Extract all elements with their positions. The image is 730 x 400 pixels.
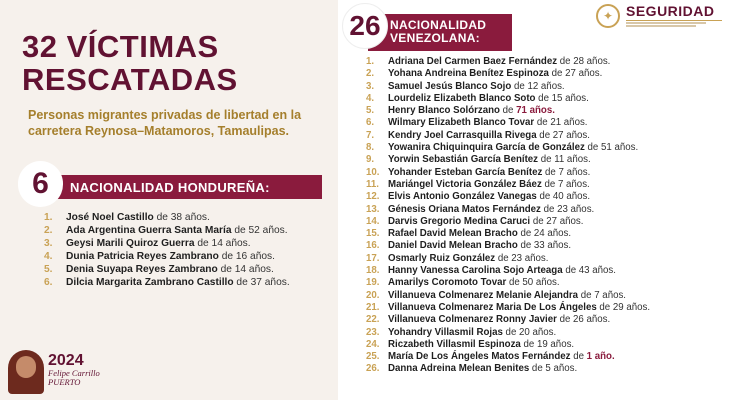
victim-age-prefix: de — [570, 351, 587, 363]
item-number: 19. — [366, 277, 380, 289]
victim-age: de 28 años. — [557, 56, 611, 67]
victim-name: Yowanira Chiquinquira García de González — [388, 142, 585, 154]
honduras-band — [40, 175, 322, 199]
victim-age: de 21 años. — [534, 117, 588, 129]
victim-age: de 40 años. — [536, 191, 591, 203]
item-number: 21. — [366, 301, 380, 313]
list-item — [366, 93, 728, 105]
victim-age: de 51 años. — [584, 142, 639, 154]
item-number: 9. — [366, 154, 375, 166]
victim-age: de 24 años. — [517, 228, 572, 240]
item-number: 23. — [366, 326, 380, 338]
item-number: 10. — [366, 166, 380, 178]
agency-subtext-bar — [626, 25, 696, 27]
list-item — [366, 56, 728, 68]
victim-age: de 33 años. — [517, 240, 572, 252]
item-number: 5. — [44, 263, 53, 275]
victim-name: Osmarly Ruiz González — [388, 252, 496, 264]
year-logo-name — [48, 369, 100, 387]
item-number: 16. — [366, 240, 380, 252]
agency-subtext-bar — [626, 22, 706, 24]
item-number: 5. — [366, 105, 375, 117]
victim-name: Daniel David Melean Bracho — [388, 240, 518, 252]
victim-name: Villanueva Colmenarez Melanie Alejandra — [388, 289, 579, 301]
victim-name: Génesis Oriana Matos Fernández — [388, 203, 541, 215]
year-logo-name-1: Felipe Carrillo — [48, 368, 100, 378]
venezuela-band — [368, 14, 512, 51]
venezuela-label-1: NACIONALIDAD — [390, 18, 487, 32]
list-item — [44, 277, 344, 290]
item-number: 6. — [366, 117, 375, 129]
victim-name: Hanny Vanessa Carolina Sojo Arteaga — [388, 265, 563, 277]
list-item — [366, 228, 728, 240]
victim-name: Kendry Joel Carrasquilla Rivega — [388, 129, 537, 141]
victim-age: de 23 años. — [540, 203, 595, 215]
list-item — [366, 253, 728, 265]
victim-name: Dunia Patricia Reyes Zambrano — [66, 250, 219, 262]
item-number: 24. — [366, 338, 380, 350]
list-item — [366, 105, 728, 117]
victim-name: Villanueva Colmenarez Ronny Javier — [388, 314, 557, 326]
item-number: 15. — [366, 228, 380, 240]
victim-name: Riczabeth Villasmil Espinoza — [388, 338, 521, 350]
victim-age: de 7 años. — [542, 166, 591, 178]
item-number: 17. — [366, 252, 380, 264]
victim-age: de 7 años. — [541, 178, 590, 190]
victim-name: Amarilys Coromoto Tovar — [388, 277, 507, 289]
victim-age: de 5 años. — [529, 363, 578, 375]
victim-age: de 12 años. — [511, 80, 565, 92]
list-item — [366, 154, 728, 166]
list-item — [366, 290, 728, 302]
item-number: 4. — [44, 250, 53, 262]
item-number: 1. — [366, 56, 375, 67]
portrait-face — [16, 356, 36, 378]
victim-name: Wilmary Elizabeth Blanco Tovar — [388, 117, 535, 129]
list-item — [44, 212, 344, 225]
item-number: 14. — [366, 215, 380, 227]
victim-name: Ada Argentina Guerra Santa María — [66, 224, 232, 236]
year-logo: 2024 — [48, 352, 84, 369]
victim-name: Samuel Jesús Blanco Sojo — [388, 80, 512, 92]
honduras-count: 6 — [18, 161, 63, 207]
list-item — [366, 363, 728, 375]
item-number: 25. — [366, 351, 380, 363]
victim-name: Dilcia Margarita Zambrano Castillo — [66, 276, 234, 288]
victim-age: de 52 años. — [231, 224, 288, 236]
victim-name: Elvis Antonio González Vanegas — [388, 191, 537, 203]
eagle-emblem-icon: ✦ — [596, 4, 620, 28]
victim-age: de 27 años. — [530, 215, 584, 227]
title-line-1: 32 VÍCTIMAS — [22, 29, 219, 64]
venezuela-count: 26 — [342, 3, 388, 49]
victim-name: Yohana Andreina Benítez Espinoza — [388, 68, 549, 80]
victim-age: de 50 años. — [506, 277, 560, 289]
victim-age: de 14 años. — [194, 237, 251, 249]
victim-name: Danna Adreina Melean Benites — [388, 363, 530, 375]
list-item — [44, 225, 344, 238]
list-item — [366, 277, 728, 289]
item-number: 11. — [366, 178, 379, 190]
victim-name: Adriana Del Carmen Baez Fernández — [388, 56, 558, 67]
item-number: 1. — [44, 212, 53, 223]
victim-name: Villanueva Colmenarez Maria De Los Ángeles — [388, 301, 597, 313]
victim-age-highlight: 71 años. — [516, 105, 555, 117]
item-number: 6. — [44, 276, 53, 288]
list-item — [366, 191, 728, 203]
victim-age-prefix: de — [499, 105, 517, 117]
list-item — [44, 251, 344, 264]
victim-name: Geysi Marili Quiroz Guerra — [66, 237, 195, 249]
victim-age: de 11 años. — [538, 154, 591, 166]
list-item — [366, 167, 728, 179]
item-number: 2. — [44, 224, 53, 236]
list-item — [366, 314, 728, 326]
item-number: 18. — [366, 265, 380, 277]
victim-age: de 37 años. — [233, 276, 290, 288]
victim-age: de 19 años. — [520, 338, 575, 350]
victim-age-highlight: 1 año. — [586, 351, 615, 363]
page-subtitle: Personas migrantes privadas de libertad en la carretera Reynosa–Matamoros, Tamaulipas. — [28, 108, 302, 138]
victim-age: de 7 años. — [578, 289, 626, 301]
item-number: 2. — [366, 68, 375, 80]
agency-name: SEGURIDAD — [626, 3, 715, 19]
list-item — [366, 240, 728, 252]
victim-name: Yohander Esteban García Benítez — [388, 166, 543, 178]
list-item — [366, 130, 728, 142]
list-item — [366, 216, 728, 228]
victim-age: de 43 años. — [562, 265, 616, 277]
list-item — [366, 265, 728, 277]
victim-age: de 27 años. — [536, 129, 590, 141]
list-item — [366, 81, 728, 93]
honduras-list — [44, 212, 344, 289]
agency-divider — [626, 20, 722, 21]
victim-name: Rafael David Melean Bracho — [388, 228, 518, 240]
honduras-label: NACIONALIDAD HONDUREÑA: — [70, 179, 270, 195]
list-item — [366, 302, 728, 314]
item-number: 13. — [366, 203, 380, 215]
list-item — [366, 68, 728, 80]
list-item — [366, 179, 728, 191]
victim-name: Darvis Gregorio Medina Caruci — [388, 215, 531, 227]
victim-age: de 16 años. — [218, 250, 275, 262]
victim-name: Lourdeliz Elizabeth Blanco Soto — [388, 92, 536, 104]
venezuela-list — [366, 56, 728, 376]
page-title — [22, 30, 238, 96]
list-item — [44, 238, 344, 251]
title-line-2: RESCATADAS — [22, 62, 238, 97]
item-number: 4. — [366, 92, 375, 104]
list-item — [366, 339, 728, 351]
victim-age: de 26 años. — [556, 314, 611, 326]
victim-name: Henry Blanco Solórzano — [388, 105, 500, 117]
list-item — [366, 327, 728, 339]
item-number: 26. — [366, 363, 380, 375]
victim-age: de 29 años. — [596, 301, 651, 313]
item-number: 22. — [366, 314, 380, 326]
item-number: 3. — [44, 237, 53, 249]
victim-name: Mariángel Victoria González Báez — [388, 178, 542, 190]
list-item — [44, 264, 344, 277]
item-number: 7. — [366, 129, 375, 141]
list-item — [366, 142, 728, 154]
victim-name: José Noel Castillo — [66, 212, 154, 223]
list-item — [366, 351, 728, 363]
victim-age: de 15 años. — [535, 92, 589, 104]
victim-age: de 20 años. — [502, 326, 557, 338]
year-logo-name-2: PUERTO — [48, 377, 81, 387]
victim-name: Yohandry Villasmil Rojas — [388, 326, 503, 338]
victim-name: Denia Suyapa Reyes Zambrano — [66, 263, 218, 275]
victim-age: de 27 años. — [548, 68, 603, 80]
victim-age: de 38 años. — [153, 212, 210, 223]
list-item — [366, 204, 728, 216]
victim-name: María De Los Ángeles Matos Fernández — [388, 351, 571, 363]
victim-age: de 23 años. — [495, 252, 549, 264]
victim-age: de 14 años. — [217, 263, 274, 275]
item-number: 12. — [366, 191, 380, 203]
list-item — [366, 117, 728, 129]
item-number: 20. — [366, 289, 380, 301]
item-number: 8. — [366, 142, 375, 154]
venezuela-label-2: VENEZOLANA: — [390, 31, 480, 45]
item-number: 3. — [366, 80, 375, 92]
victim-name: Yorwin Sebastián García Benítez — [388, 154, 539, 166]
